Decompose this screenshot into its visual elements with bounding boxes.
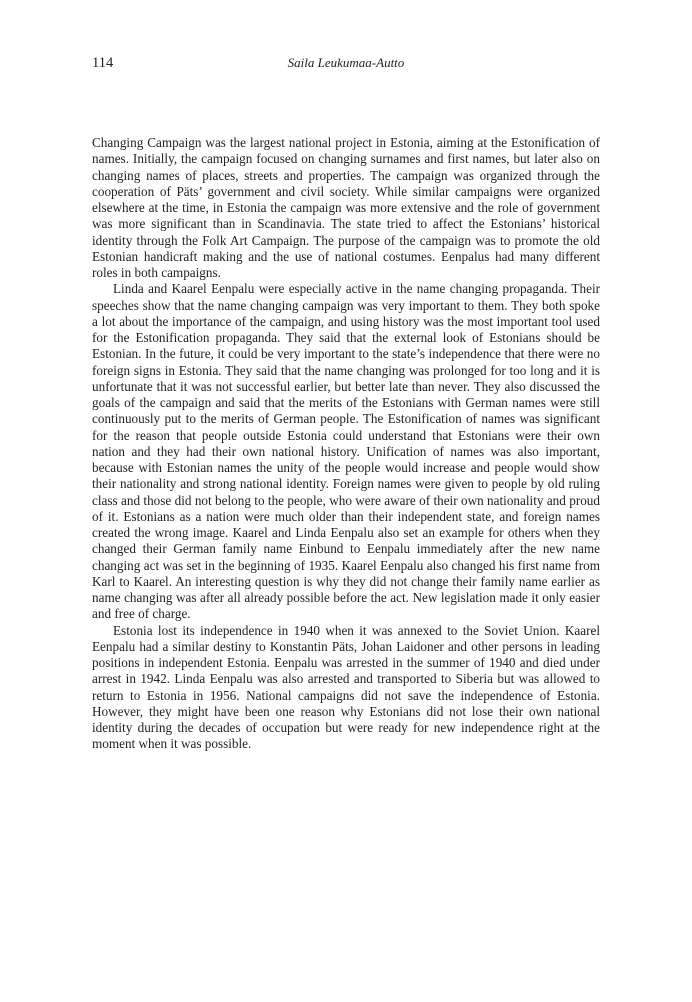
paragraph: Linda and Kaarel Eenpalu were especially active in the name changing propaganda. Their speeches show that the name changing campaign was very important to them. They both spoke a lot about the importance of the campaign, and using history was the most important tool used for the Estonification propaganda. They said that the external look of Estonians should be Estonian. In the future, it could be very important to the state’s independence that there were no foreign signs in Estonia. They said that the name changing was prolonged for too long and it is unfortunate that it was not successful earlier, but better late than never. They also discussed the goals of the campaign and said that the merits of the Estonians with German names were still continuously put to the merits of German people. The Estonification of names was significant for the reason that people outside Estonia could understand that Estonians were their own nation and they had their own national history. Unification of names was also important, because with Estonian names the unity of the people would increase and people would show their nationality and strong national identity. Foreign names were given to people by old ruling class and those did not belong to the people, who were aware of their own nationality and proud of it. Estonians as a nation were much older than their independent state, and foreign names created the wrong image. Kaarel and Linda Eenpalu also set an example for others when they changed their German family name Einbund to Eenpalu immediately after the new name changing act was set in the beginning of 1935. Kaarel Eenpalu also changed his first name from Karl to Kaarel. An interesting question is why they did not change their family name earlier as name changing was after all already possible before the act. New legislation made it only easier and free of charge. <box>92 281 600 622</box>
paragraph: Estonia lost its independence in 1940 when it was annexed to the Soviet Union. Kaarel Eenpalu had a similar destiny to Konstantin Päts, Johan Laidoner and other persons in leading positions in independent Estonia. Eenpalu was arrested in the summer of 1940 and died under arrest in 1942. Linda Eenpalu was also arrested and transported to Siberia but was allowed to return to Estonia in 1956. National campaigns did not save the independence of Estonia. However, they might have been one reason why Estonians did not lose their own national identity during the decades of occupation but were ready for new independence right at the moment when it was possible. <box>92 622 600 752</box>
body-text <box>92 135 600 753</box>
running-head <box>92 53 600 73</box>
paragraph: Changing Campaign was the largest national project in Estonia, aiming at the Estonification of names. Initially, the campaign focused on changing surnames and first names, but later also on changing names of places, streets and properties. The campaign was organized through the cooperation of Päts’ government and civil society. While similar campaigns were organized elsewhere at the time, in Estonia the campaign was more extensive and the role of government was more significant than in Scandinavia. The state tried to affect the Estonians’ historical identity through the Folk Art Campaign. The purpose of the campaign was to promote the old Estonian handicraft making and the use of national costumes. Eenpalus had many different roles in both campaigns. <box>92 135 600 280</box>
page-number: 114 <box>92 55 114 71</box>
running-title: Saila Leukumaa-Autto <box>287 55 405 70</box>
